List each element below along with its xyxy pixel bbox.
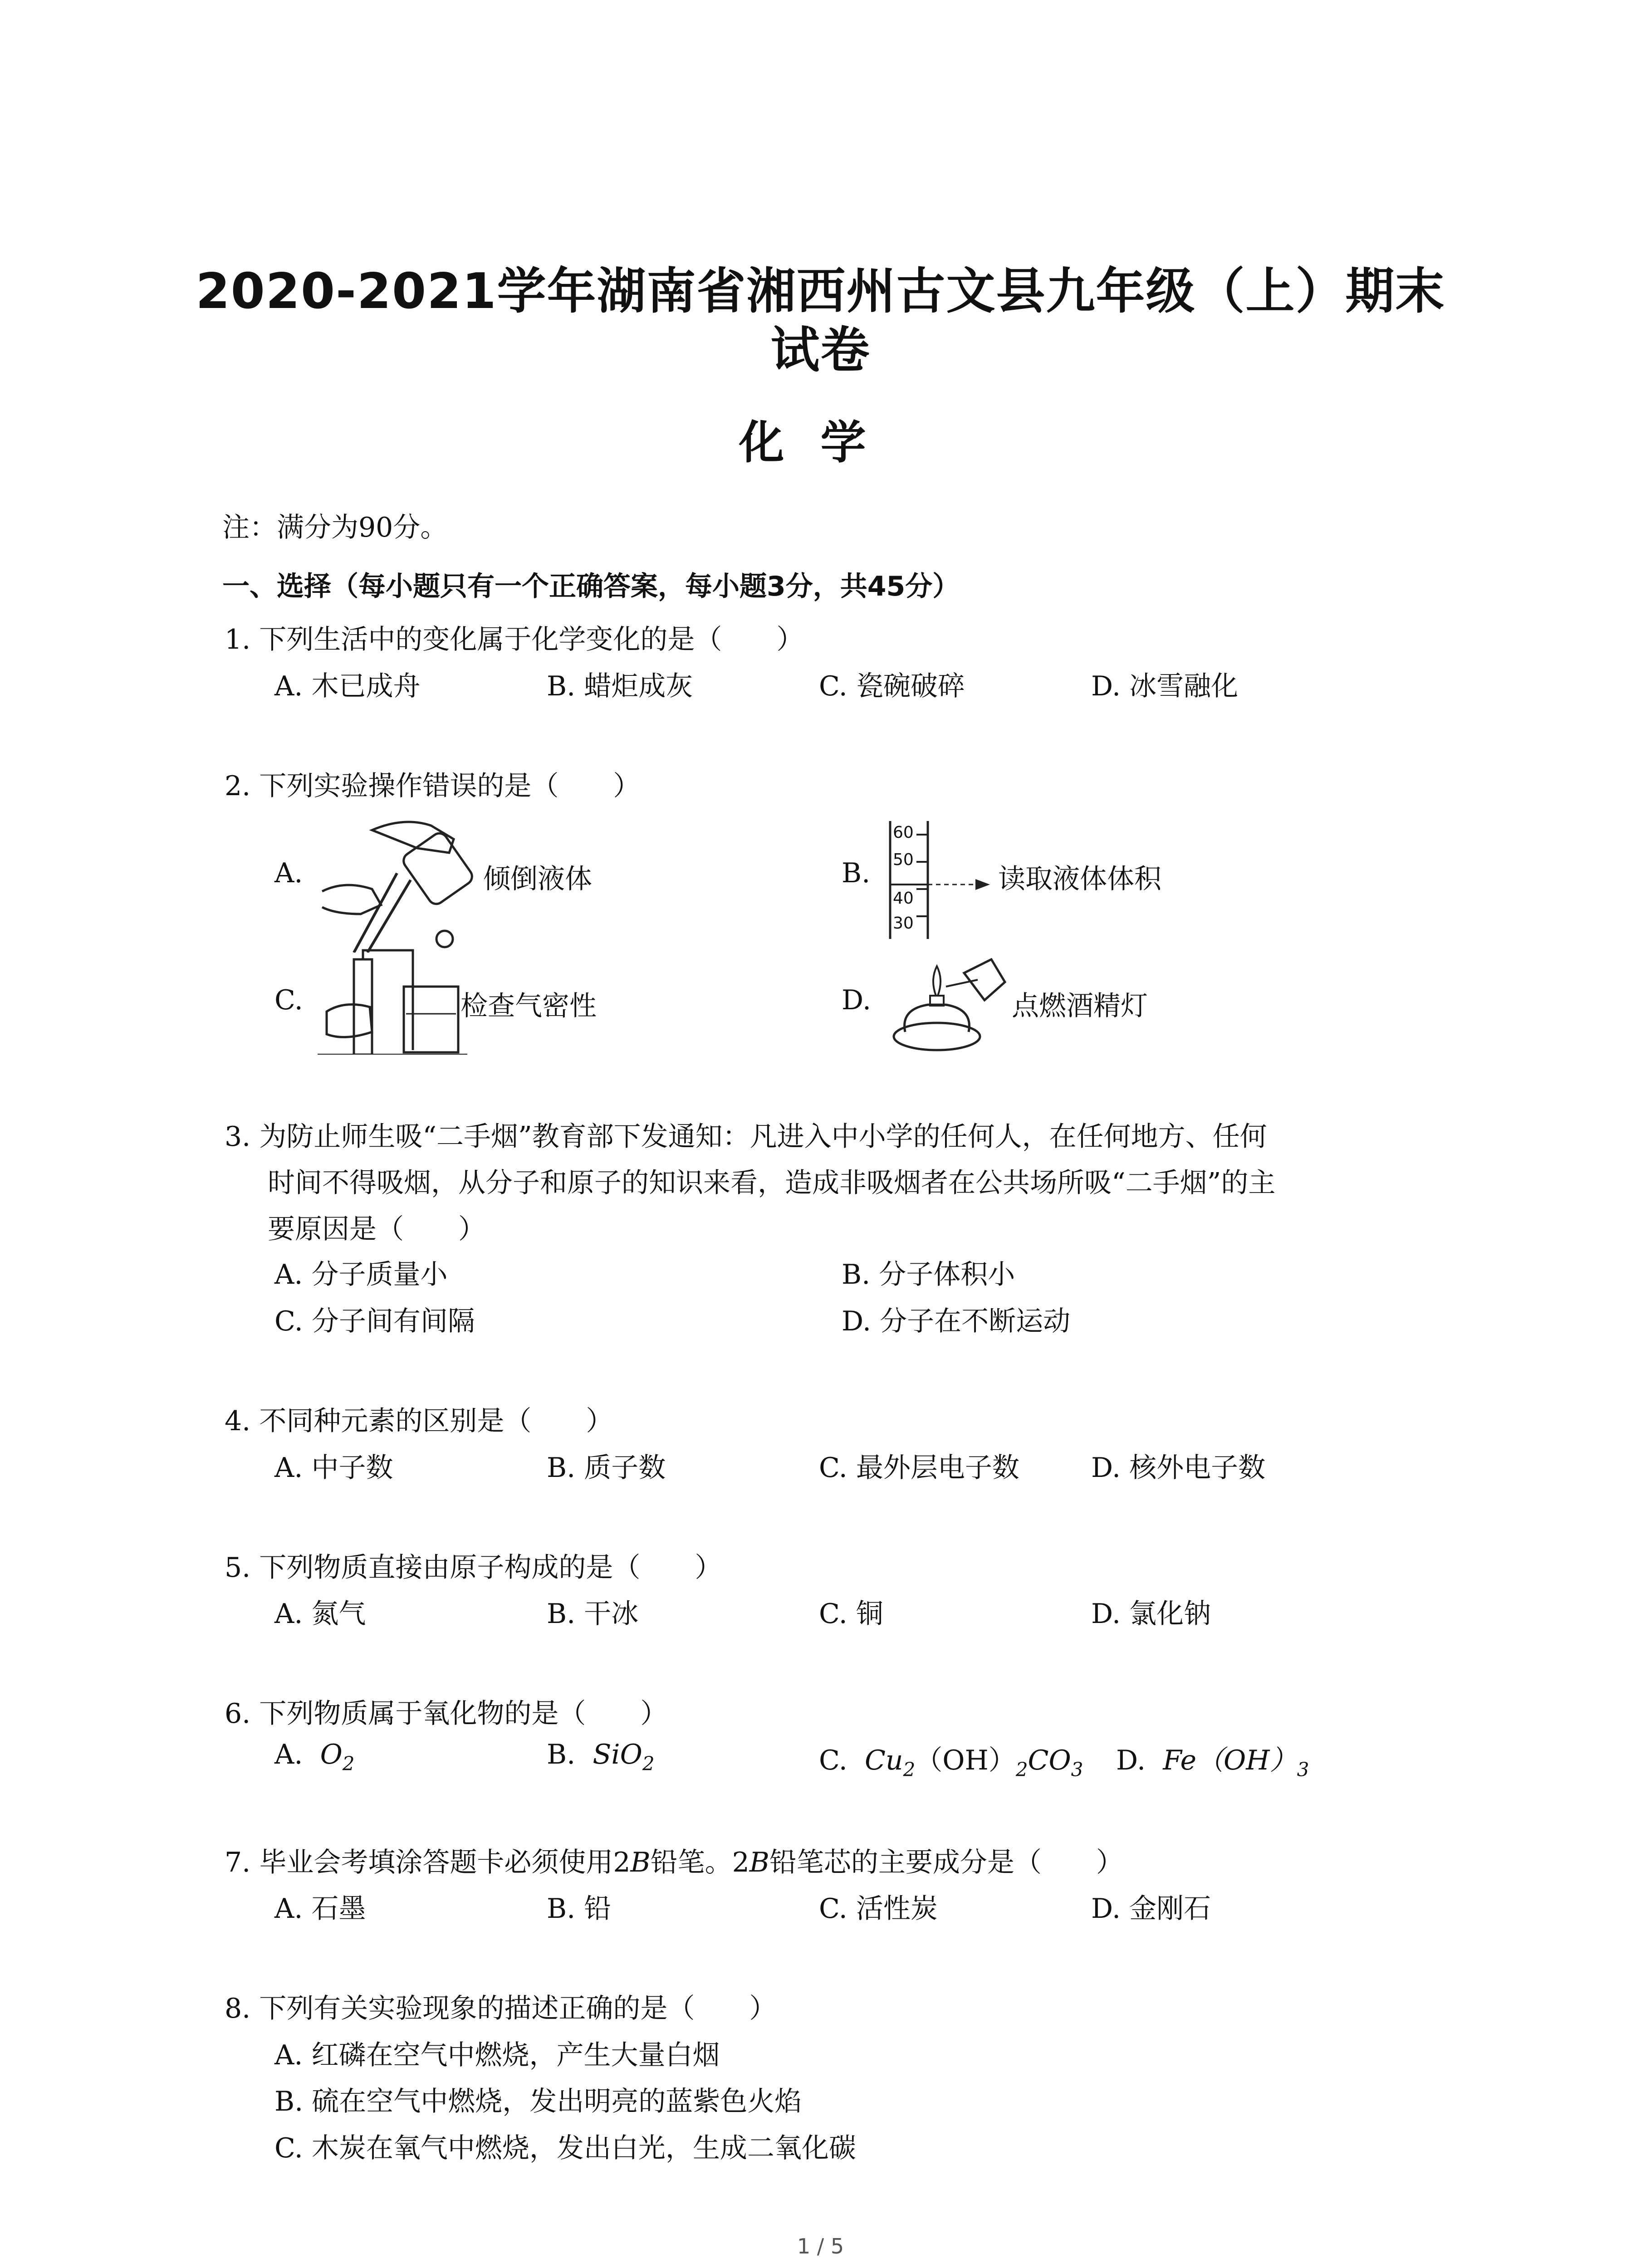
- q2-option-d-letter: D.: [842, 984, 872, 1016]
- q2-option-d-text: 点燃酒精灯: [1012, 990, 1148, 1022]
- q4-option-a: A. 中子数: [274, 1452, 393, 1484]
- q5-option-b: B. 干冰: [547, 1598, 639, 1630]
- airtightness-check-illustration: [318, 928, 467, 1055]
- cylinder-tick-30: 30: [893, 914, 914, 933]
- q6-option-b: [547, 1739, 655, 1775]
- q6-option-d-label: D.: [1116, 1745, 1146, 1776]
- q8-option-b: B. 硫在空气中燃烧，发出明亮的蓝紫色火焰: [274, 2086, 802, 2117]
- q8-option-c: C. 木炭在氧气中燃烧，发出白光，生成二氧化碳: [274, 2132, 856, 2164]
- page-number: 1 / 5: [797, 2234, 844, 2258]
- formula-sio2: SiO$_2$: [593, 1739, 655, 1775]
- formula-cu2oh2co3: $Cu_2(OH)_2CO_3$: [865, 1745, 1083, 1781]
- q3-stem-line3: 要原因是（ ）: [268, 1213, 485, 1245]
- q6-option-a: [274, 1739, 355, 1775]
- formula-o2: $O_2$: [320, 1739, 355, 1775]
- q8-option-a: A. 红磷在空气中燃烧，产生大量白烟: [274, 2039, 720, 2071]
- section-heading: 一、选择（每小题只有一个正确答案，每小题3分，共45分）: [222, 571, 960, 602]
- q4-option-c: C. 最外层电子数: [819, 1452, 1019, 1484]
- q2-stem: 2. 下列实验操作错误的是（ ）: [225, 770, 641, 802]
- q6-option-c-label: C.: [819, 1745, 847, 1776]
- q4-option-d: D. 核外电子数: [1091, 1452, 1266, 1484]
- subject-title: 化学: [739, 416, 902, 469]
- q2-option-a-letter: A.: [274, 857, 303, 889]
- q2-option-c-text: 检查气密性: [460, 990, 597, 1022]
- q1-stem: 1. 下列生活中的变化属于化学变化的是（ ）: [225, 624, 804, 655]
- cylinder-tick-60: 60: [893, 823, 914, 842]
- q7-option-a: A. 石墨: [274, 1893, 366, 1925]
- q2-option-b-text: 读取液体体积: [998, 863, 1161, 895]
- q3-stem-line1: 3. 为防止师生吸“二手烟”教育部下发通知：凡进入中小学的任何人，在任何地方、任何: [225, 1121, 1267, 1153]
- q3-option-a: A. 分子质量小: [274, 1259, 448, 1290]
- q7-option-b: B. 铅: [547, 1893, 612, 1925]
- q6-option-d: [1116, 1739, 1309, 1781]
- score-note: 注：满分为90分。: [222, 512, 448, 543]
- q1-option-a: A. 木已成舟: [274, 670, 421, 702]
- q4-stem: 4. 不同种元素的区别是（ ）: [225, 1405, 613, 1437]
- q6-option-c: [819, 1739, 1083, 1781]
- q3-stem-line2: 时间不得吸烟，从分子和原子的知识来看，造成非吸烟者在公共场所吸“二手烟”的主: [268, 1167, 1276, 1199]
- q6-option-a-label: A.: [274, 1739, 303, 1770]
- q5-option-d: D. 氯化钠: [1091, 1598, 1211, 1630]
- alcohol-lamp-illustration: [887, 955, 1009, 1055]
- cylinder-tick-40: 40: [893, 889, 914, 908]
- q7-stem: 7. 毕业会考填涂答题卡必须使用2B铅笔。2B铅笔芯的主要成分是（ ）: [225, 1847, 1123, 1878]
- q5-stem: 5. 下列物质直接由原子构成的是（ ）: [225, 1552, 722, 1584]
- q7-option-d: D. 金刚石: [1091, 1893, 1211, 1925]
- q3-option-b: B. 分子体积小: [842, 1259, 1015, 1290]
- q3-option-c: C. 分子间有间隔: [274, 1305, 475, 1337]
- q2-option-a-text: 倾倒液体: [483, 863, 592, 895]
- exam-title-line2: 试卷: [770, 322, 871, 379]
- q1-option-b: B. 蜡炬成灰: [547, 670, 693, 702]
- formula-feoh3: $Fe(OH)_3$: [1163, 1745, 1309, 1781]
- q7-option-c: C. 活性炭: [819, 1893, 938, 1925]
- q2-option-c-letter: C.: [274, 984, 303, 1016]
- q5-option-c: C. 铜: [819, 1598, 883, 1630]
- q3-option-d: D. 分子在不断运动: [842, 1305, 1071, 1337]
- q8-stem: 8. 下列有关实验现象的描述正确的是（ ）: [225, 1993, 777, 2024]
- q6-stem: 6. 下列物质属于氧化物的是（ ）: [225, 1698, 668, 1730]
- q2-option-b-letter: B.: [842, 857, 871, 889]
- q1-option-d: D. 冰雪融化: [1091, 670, 1239, 702]
- exam-title-line1: 2020-2021学年湖南省湘西州古文县九年级（上）期末: [196, 263, 1445, 320]
- cylinder-tick-50: 50: [893, 850, 914, 869]
- q4-option-b: B. 质子数: [547, 1452, 666, 1484]
- q6-option-b-label: B.: [547, 1739, 576, 1770]
- q5-option-a: A. 氮气: [274, 1598, 366, 1630]
- q1-option-c: C. 瓷碗破碎: [819, 670, 965, 702]
